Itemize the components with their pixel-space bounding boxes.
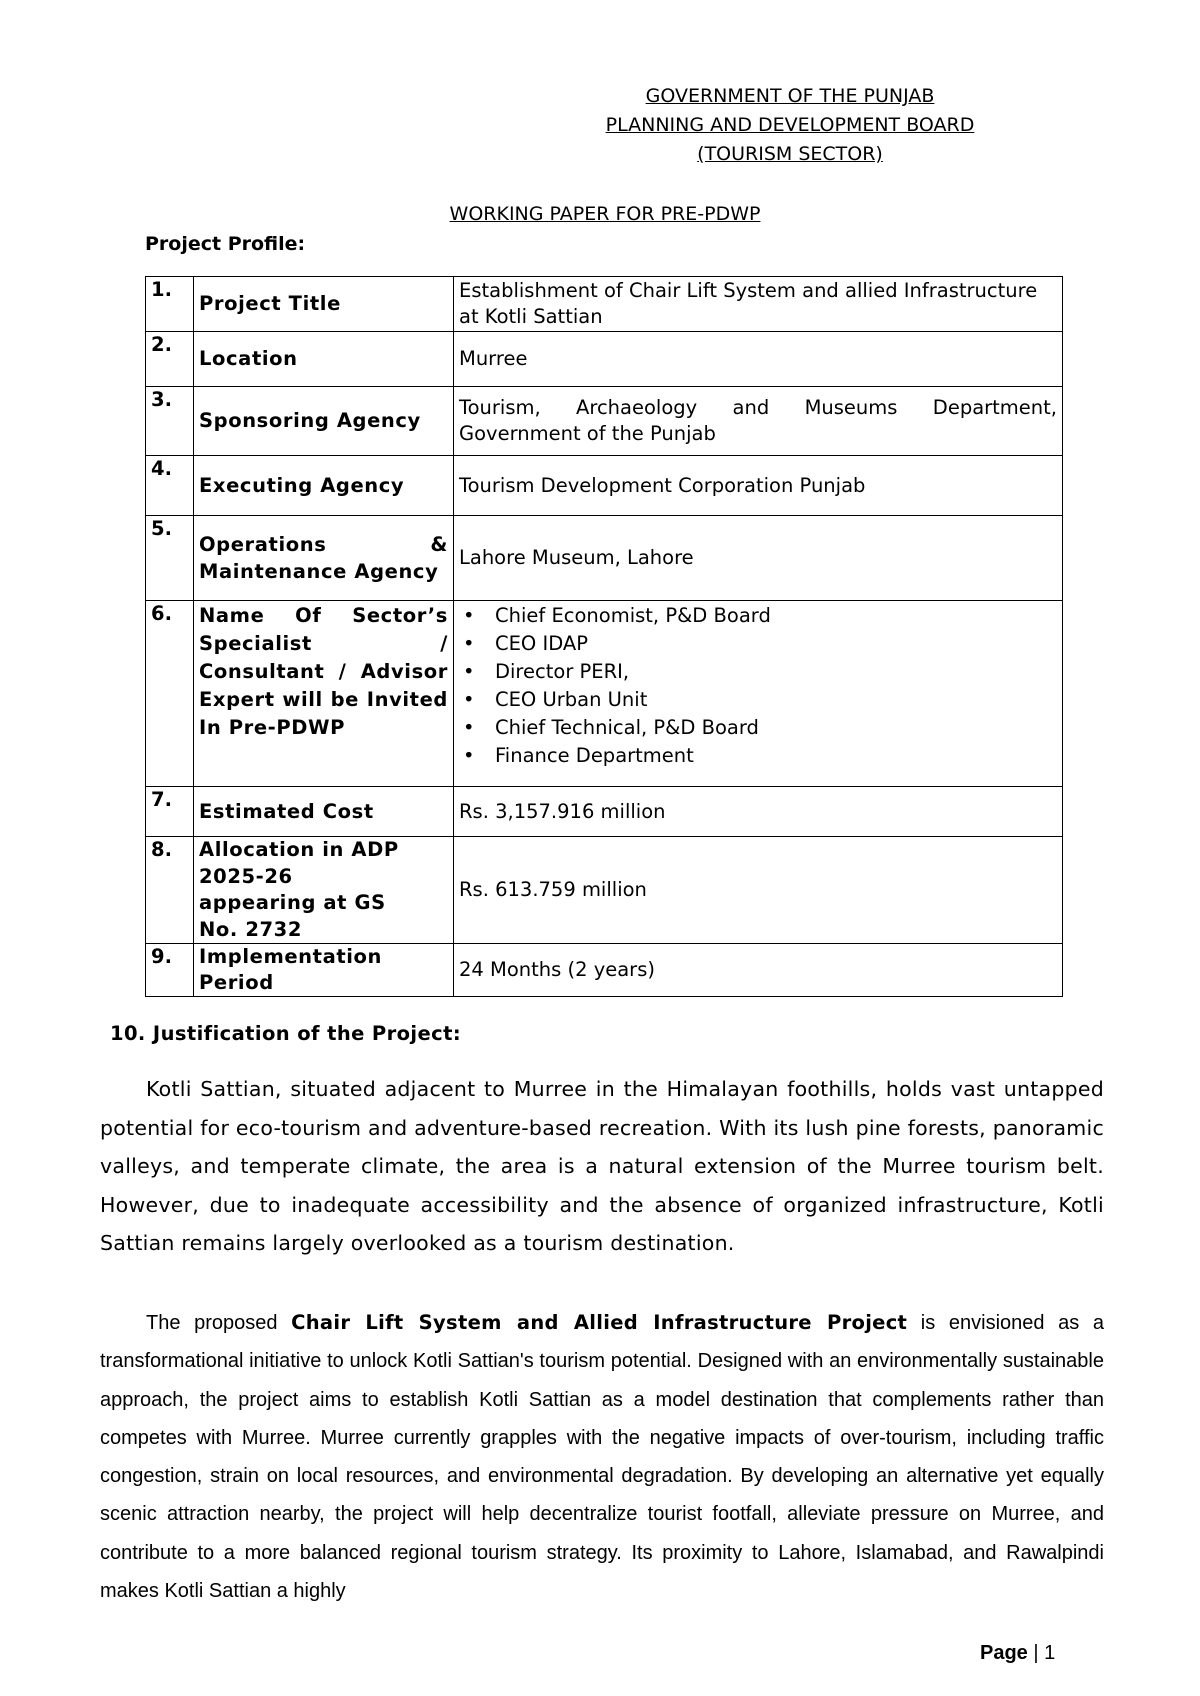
row-label: Sponsoring Agency xyxy=(194,387,454,456)
row-label: Implementation Period xyxy=(194,944,454,997)
consultant-list xyxy=(459,602,1057,770)
row-label: Location xyxy=(194,332,454,387)
row-number: 4. xyxy=(146,456,194,516)
table-row xyxy=(146,944,1063,997)
paragraph-body: is envisioned as a transformational initiative to unlock Kotli Sattian's tourism potential. Designed with an environmentally sustainable approach, the project aims to establish Kotli Sattian as a model destination that complements rather than competes with Murree. Murree currently grapples with the negative impacts of over-tourism, including traffic congestion, strain on local resources, and environmental degradation. By developing an alternative yet equally scenic attraction nearby, the project will help decentralize tourist footfall, alleviate pressure on Murree, and contribute to a more balanced regional tourism strategy. Its proximity to Lahore, Islamabad, and Rawalpindi makes Kotli Sattian a highly xyxy=(100,1312,1104,1603)
row-number: 9. xyxy=(146,944,194,997)
justification-paragraph-2 xyxy=(100,1304,1104,1610)
project-name-emphasis: Chair Lift System and Allied Infrastructure Project xyxy=(291,1311,908,1334)
row-label: Estimated Cost xyxy=(194,787,454,837)
row-label: Name Of Sector’s Specialist / Consultant / Advisor Expert will be Invited In Pre-PDWP xyxy=(194,601,454,787)
table-row xyxy=(146,332,1063,387)
row-label: Project Title xyxy=(194,277,454,332)
page-footer xyxy=(980,1642,1100,1665)
row-value: Rs. 3,157.916 million xyxy=(454,787,1063,837)
list-item: • CEO IDAP xyxy=(459,630,1057,658)
header-board: PLANNING AND DEVELOPMENT BOARD xyxy=(605,114,975,136)
row-label: Allocation in ADP 2025-26 appearing at GS No. 2732 xyxy=(194,837,454,944)
justification-paragraph-1: Kotli Sattian, situated adjacent to Murree in the Himalayan foothills, holds vast untapped potential for eco-tourism and adventure-based recreation. With its lush pine forests, panoramic valleys, and temperate climate, the area is a natural extension of the Murree tourism belt. However, due to inadequate accessibility and the absence of organized infrastructure, Kotli Sattian remains largely overlooked as a tourism destination. xyxy=(100,1077,1104,1256)
consultant-list-cell xyxy=(454,601,1063,787)
row-value: Rs. 613.759 million xyxy=(454,837,1063,944)
list-item: • Director PERI, xyxy=(459,658,1057,686)
row-value: Tourism Development Corporation Punjab xyxy=(454,456,1063,516)
row-value: Establishment of Chair Lift System and allied Infrastructure at Kotli Sattian xyxy=(454,277,1063,332)
paragraph-intro: The proposed xyxy=(146,1312,292,1334)
list-item: • Chief Technical, P&D Board xyxy=(459,714,1057,742)
row-number: 5. xyxy=(146,516,194,601)
page-separator: | xyxy=(1033,1642,1039,1664)
row-number: 7. xyxy=(146,787,194,837)
table-row xyxy=(146,787,1063,837)
header-sector: (TOURISM SECTOR) xyxy=(697,143,883,165)
row-number: 2. xyxy=(146,332,194,387)
header-government: GOVERNMENT OF THE PUNJAB xyxy=(645,85,935,107)
table-row xyxy=(146,837,1063,944)
row-value: 24 Months (2 years) xyxy=(454,944,1063,997)
page-number: 1 xyxy=(1044,1642,1056,1664)
table-row xyxy=(146,601,1063,787)
document-title: WORKING PAPER FOR PRE-PDWP xyxy=(449,203,761,225)
row-value: Tourism, Archaeology and Museums Department, Government of the Punjab xyxy=(454,387,1063,456)
row-label: Operations & Maintenance Agency xyxy=(194,516,454,601)
row-number: 1. xyxy=(146,277,194,332)
table-row xyxy=(146,456,1063,516)
row-number: 3. xyxy=(146,387,194,456)
row-value: Murree xyxy=(454,332,1063,387)
list-item: • CEO Urban Unit xyxy=(459,686,1057,714)
project-profile-label: Project Profile: xyxy=(145,233,306,255)
table-row xyxy=(146,387,1063,456)
page-label: Page xyxy=(980,1642,1028,1664)
list-item: • Chief Economist, P&D Board xyxy=(459,602,1057,630)
row-value: Lahore Museum, Lahore xyxy=(454,516,1063,601)
table-row xyxy=(146,277,1063,332)
row-number: 6. xyxy=(146,601,194,787)
justification-heading: 10. Justification of the Project: xyxy=(110,1022,462,1045)
list-item: • Finance Department xyxy=(459,742,1057,770)
row-label: Executing Agency xyxy=(194,456,454,516)
row-number: 8. xyxy=(146,837,194,944)
table-row xyxy=(146,516,1063,601)
project-profile-table xyxy=(145,276,1063,997)
